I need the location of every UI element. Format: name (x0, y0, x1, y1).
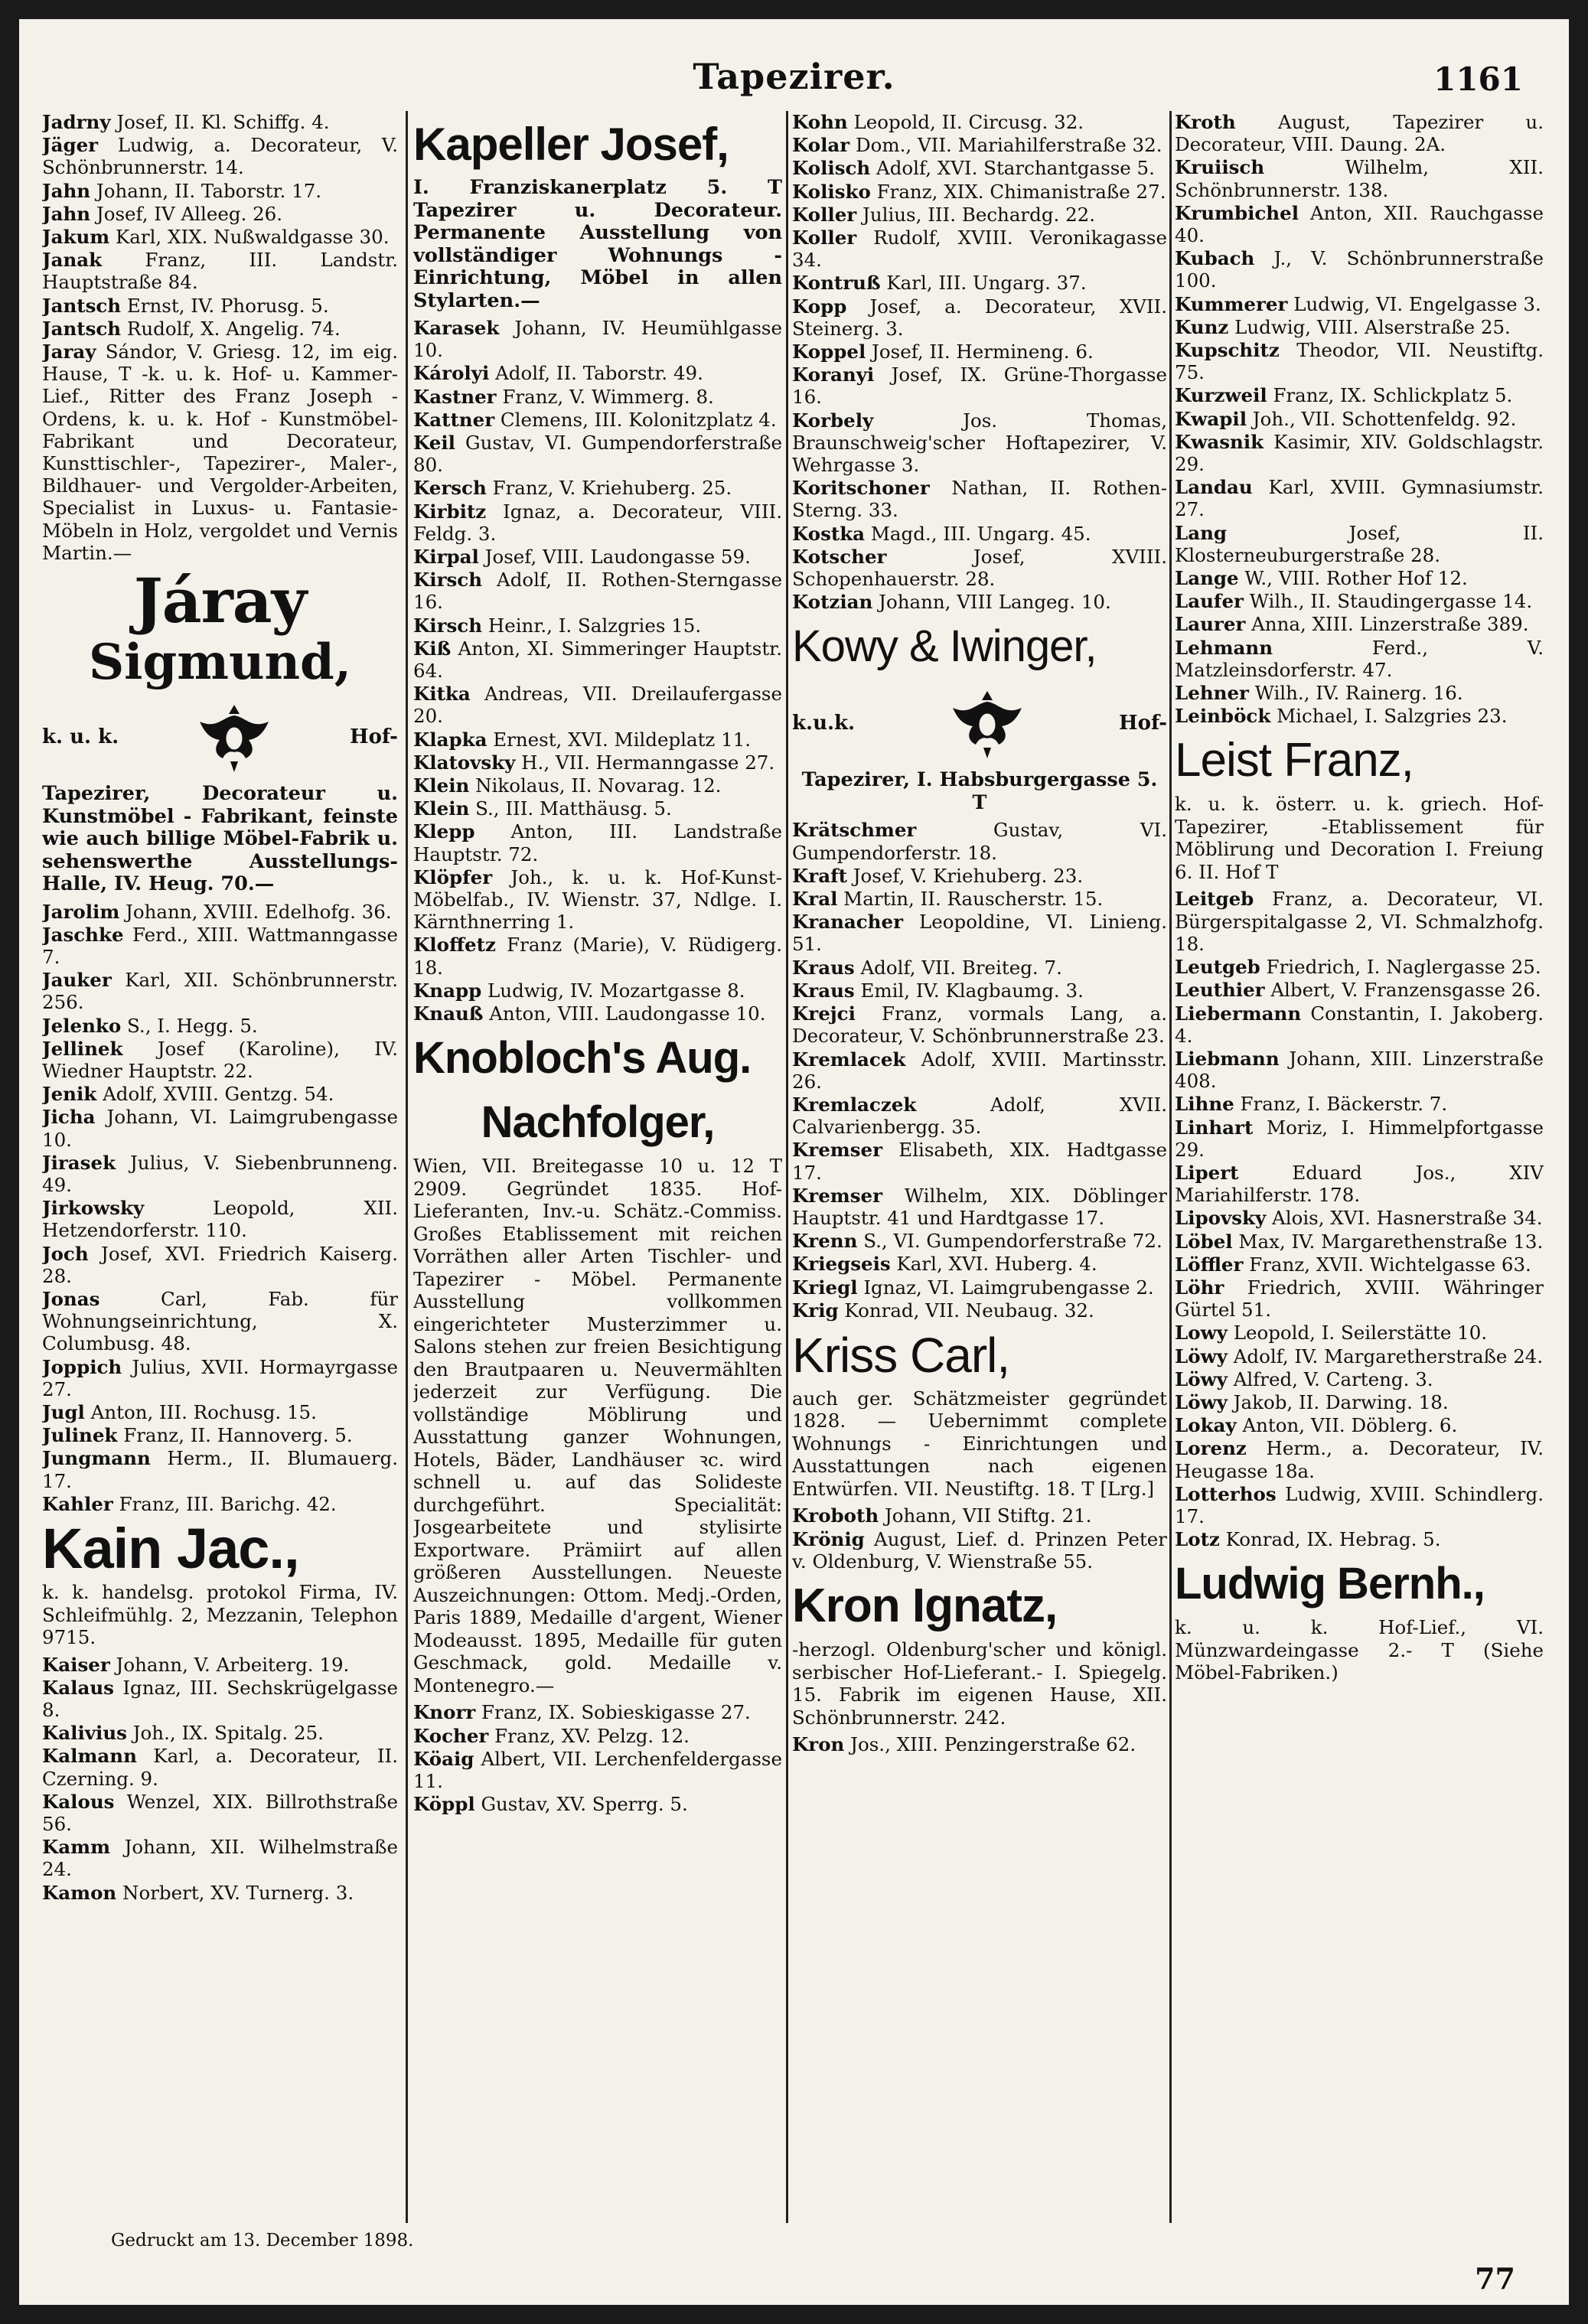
directory-entry: Kirpal Josef, VIII. Laudongasse 59. (413, 546, 751, 569)
directory-entry: Kersch Franz, V. Kriehuberg. 25. (413, 477, 732, 500)
directory-entries (413, 1701, 782, 1815)
directory-entry: Löwy Alfred, V. Carteng. 3. (1175, 1367, 1433, 1390)
advertisement-subname: Nachfolger, (481, 1097, 715, 1148)
page-title: Tapezirer. (693, 56, 895, 97)
directory-entry: Kalivius Joh., IX. Spitalg. 25. (42, 1722, 324, 1745)
directory-entries (792, 111, 1167, 613)
directory-page (19, 19, 1569, 2305)
directory-entry: Kocher Franz, XV. Pelzg. 12. (413, 1724, 690, 1747)
directory-entry: Kahler Franz, III. Barichg. 42. (42, 1492, 337, 1515)
directory-entry: Kostka Magd., III. Ungarg. 45. (792, 522, 1091, 545)
column-1 (42, 111, 398, 2223)
directory-entry: Kloffetz Franz (Marie), V. Rüdigerg. 18. (413, 934, 782, 979)
imperial-eagle-icon (192, 699, 276, 775)
directory-entry: Jarolim Johann, XVIII. Edelhofg. 36. (42, 900, 392, 923)
sheet-number: 77 (1475, 2261, 1515, 2296)
directory-entry: Kitka Andreas, VII. Dreilaufergasse 20. (413, 683, 782, 728)
directory-entry: Laufer Wilh., II. Staudingergasse 14. (1175, 590, 1533, 613)
directory-entry: Kalaus Ignaz, III. Sechskrügelgasse 8. (42, 1676, 398, 1721)
directory-entry: Klöpfer Joh., k. u. k. Hof-Kunst-Möbelfab., IV. Wienstr. 37, Ndlge. I. Kärnthnerring 1. (413, 865, 782, 934)
directory-entry: Kotscher Josef, XVIII. Schopenhauerstr. 28. (792, 545, 1167, 591)
directory-entry: Kranacher Leopoldine, VI. Linieng. 51. (792, 911, 1167, 956)
directory-entry: Löwy Adolf, IV. Margaretherstraße 24. (1175, 1345, 1544, 1367)
directory-entry: Kremser Elisabeth, XIX. Hadtgasse 17. (792, 1139, 1167, 1184)
directory-entry: Kastner Franz, V. Wimmerg. 8. (413, 385, 714, 408)
directory-entry: Kalmann Karl, a. Decorateur, II. Czerning. 9. (42, 1745, 398, 1790)
directory-entry: Kupschitz Theodor, VII. Neustiftg. 75. (1175, 339, 1544, 384)
directory-entry: Löffler Franz, XVII. Wichtelgasse 63. (1175, 1253, 1531, 1276)
directory-entry: Klepp Anton, III. Landstraße Hauptstr. 72. (413, 820, 782, 865)
directory-entry: Jenik Adolf, XVIII. Gentzg. 54. (42, 1083, 334, 1106)
directory-entry: Jirkowsky Leopold, XII. Hetzendorferstr. 110. (42, 1197, 398, 1242)
directory-entry: Klein Nikolaus, II. Novarag. 12. (413, 774, 722, 797)
directory-entries (1175, 888, 1544, 1550)
directory-entry: Krumbichel Anton, XII. Rauchgasse 40. (1175, 201, 1544, 247)
directory-entry: Kruiisch Wilhelm, XII. Schönbrunnerstr. 138. (1175, 156, 1544, 201)
directory-entry: Jakum Karl, XIX. Nußwaldgasse 30. (42, 226, 390, 249)
directory-entry: Koritschoner Nathan, II. Rothen-Sterng. 33. (792, 477, 1167, 522)
directory-entry: Károlyi Adolf, II. Taborstr. 49. (413, 362, 703, 385)
directory-entry: Lorenz Herm., a. Decorateur, IV. Heugasse 18a. (1175, 1437, 1544, 1482)
directory-entry: Kral Martin, II. Rauscherstr. 15. (792, 888, 1104, 911)
imperial-eagle-icon (945, 685, 1029, 761)
advertisement-name: Járay (133, 565, 307, 637)
column-divider (1169, 111, 1172, 2223)
advertisement-body: I. Franziskanerplatz 5. T Tapezirer u. Decorateur. Permanente Ausstellung von vollständiger Wohnungs - Einrichtung, Möbel in allen Stylarten.— (413, 176, 782, 312)
directory-entry: Lang Josef, II. Klosterneuburgerstraße 28. (1175, 521, 1544, 566)
directory-entry: Jaray Sándor, V. Griesg. 12, im eig. Hause, T -k. u. k. Hof- u. Kammer-Lief., Ritter des Franz Joseph - Ordens, k. u. k. Hof - Kunstmöbel-Fabrikant und Decorateur, Kunsttischler-, Tapezirer-, Maler-, Bildhauer- und Vergolder-Arbeiten, Specialist in Luxus- u. Fantasie-Möbeln in Holz, vergoldet und Vernis Martin.— (42, 341, 398, 564)
directory-entry: Lipovsky Alois, XVI. Hasnerstraße 34. (1175, 1207, 1543, 1230)
advertisement-name: Kron Ignatz, (792, 1579, 1058, 1633)
directory-entry: Kirbitz Ignaz, a. Decorateur, VIII. Feldg. 3. (413, 500, 782, 545)
directory-entry: Jahn Josef, IV Alleeg. 26. (42, 202, 283, 225)
directory-entry: Kroth August, Tapezirer u. Decorateur, VIII. Daung. 2A. (1175, 111, 1544, 156)
column-2 (413, 111, 782, 2223)
directory-entries (792, 1733, 1167, 1755)
directory-entries (42, 1654, 398, 1904)
directory-entry: Kriegl Ignaz, VI. Laimgrubengasse 2. (792, 1276, 1154, 1299)
directory-entry: Leuthier Albert, V. Franzensgasse 26. (1175, 979, 1541, 1002)
directory-entry: Kurzweil Franz, IX. Schlickplatz 5. (1175, 384, 1513, 407)
directory-entry: Lotz Konrad, IX. Hebrag. 5. (1175, 1528, 1441, 1551)
directory-entry: Kraus Adolf, VII. Breiteg. 7. (792, 956, 1062, 979)
directory-entry: Kwasnik Kasimir, XIV. Goldschlagstr. 29. (1175, 430, 1544, 476)
directory-entry: Keil Gustav, VI. Gumpendorferstraße 80. (413, 432, 782, 477)
directory-entry: Kontruß Karl, III. Ungarg. 37. (792, 272, 1087, 295)
directory-entry: Kremlaczek Adolf, XVII. Calvarienbergg. 35. (792, 1093, 1167, 1139)
advertisement-name: Ludwig Bernh., (1175, 1559, 1485, 1609)
directory-entry: Kremser Wilhelm, XIX. Döblinger Hauptstr. 41 und Hardtgasse 17. (792, 1184, 1167, 1229)
directory-entry: Kiß Anton, XI. Simmeringer Hauptstr. 64. (413, 637, 782, 683)
directory-entry: Klapka Ernest, XVI. Mildeplatz 11. (413, 728, 752, 751)
directory-entry: Lehner Wilh., IV. Rainerg. 16. (1175, 682, 1463, 705)
directory-entry: Kirsch Adolf, II. Rothen-Sterngasse 16. (413, 569, 782, 614)
directory-entry: Jirasek Julius, V. Siebenbrunneng. 49. (42, 1151, 398, 1196)
directory-entry: Kraus Emil, IV. Klagbaumg. 3. (792, 979, 1084, 1002)
directory-entry: Janak Franz, III. Landstr. Hauptstraße 84. (42, 249, 398, 294)
crest-line (42, 699, 398, 775)
directory-entries (1175, 111, 1544, 727)
directory-entry: Jadrny Josef, II. Kl. Schiffg. 4. (42, 111, 330, 133)
advertisement-body: Tapezirer, I. Habsburgergasse 5. T (801, 768, 1158, 814)
advertisement-subname: Sigmund, (88, 634, 352, 692)
advertisement-body: -herzogl. Oldenburg'scher und königl. serbischer Hof-Lieferant.- I. Spiegelg. 15. Fabrik im eigenen Hause, XII. Schönbrunnerstr. 242. (792, 1638, 1167, 1729)
directory-entry: Laurer Anna, XIII. Linzerstraße 389. (1175, 613, 1529, 636)
directory-entry: Kirsch Heinr., I. Salzgries 15. (413, 614, 702, 637)
directory-entry: Lowy Leopold, I. Seilerstätte 10. (1175, 1322, 1488, 1345)
directory-entry: Kopp Josef, a. Decorateur, XVII. Steinerg. 3. (792, 295, 1167, 340)
directory-entry: Jugl Anton, III. Rochusg. 15. (42, 1401, 317, 1424)
directory-entries (413, 317, 782, 1025)
advertisement-body: k. u. k. österr. u. k. griech. Hof-Tapezirer, -Etablissement für Möblirung und Decoration I. Freiung 6. II. Hof T (1175, 793, 1544, 883)
directory-entry: Jäger Ludwig, a. Decorateur, V. Schönbrunnerstr. 14. (42, 134, 398, 179)
directory-entry: Joppich Julius, XVII. Hormayrgasse 27. (42, 1355, 398, 1400)
directory-entry: Julinek Franz, II. Hannoverg. 5. (42, 1424, 353, 1447)
directory-entry: Jaschke Ferd., XIII. Wattmanngasse 7. (42, 923, 398, 968)
directory-entry: Lehmann Ferd., V. Matzleinsdorferstr. 47. (1175, 636, 1544, 681)
directory-entry: Lihne Franz, I. Bäckerstr. 7. (1175, 1093, 1448, 1116)
advertisement-body: k. u. k. Hof-Lief., VI. Münzwardeingasse 2.- T (Siehe Möbel-Fabriken.) (1175, 1616, 1544, 1684)
column-divider (406, 111, 408, 2223)
print-date: Gedruckt am 13. December 1898. (111, 2231, 414, 2251)
directory-entry: Lange W., VIII. Rother Hof 12. (1175, 567, 1468, 590)
advertisement-body: auch ger. Schätzmeister gegründet 1828. — Uebernimmt complete Wohnungs - Einrichtungen und Ausstattungen nach eigenen Entwürfen. VII. Neustiftg. 18. T [Lrg.] (792, 1387, 1167, 1500)
directory-entry: Kroboth Johann, VII Stiftg. 21. (792, 1504, 1092, 1527)
advertisement-name: Knobloch's Aug. (413, 1033, 752, 1084)
page-number: 1161 (1433, 60, 1523, 98)
directory-entry: Klatovsky H., VII. Hermanngasse 27. (413, 751, 775, 774)
directory-entry: Jicha Johann, VI. Laimgrubengasse 10. (42, 1106, 398, 1151)
directory-entries (792, 1504, 1167, 1573)
directory-entry: Leitgeb Franz, a. Decorateur, VI. Bürgerspitalgasse 2, VI. Schmalzhofg. 18. (1175, 888, 1544, 955)
directory-entry: Kamon Norbert, XV. Turnerg. 3. (42, 1881, 354, 1904)
directory-entry: Koranyi Josef, IX. Grüne-Thorgasse 16. (792, 363, 1167, 409)
directory-entry: Kriegseis Karl, XVI. Huberg. 4. (792, 1253, 1097, 1276)
directory-entry: Kummerer Ludwig, VI. Engelgasse 3. (1175, 292, 1541, 315)
directory-entry: Jonas Carl, Fab. für Wohnungseinrichtung, X. Columbusg. 48. (42, 1288, 398, 1355)
directory-entry: Koller Rudolf, XVIII. Veronikagasse 34. (792, 227, 1167, 272)
advertisement-name: Kapeller Josef, (413, 119, 729, 170)
directory-entry: Jantsch Ernst, IV. Phorusg. 5. (42, 294, 329, 317)
directory-entry: Joch Josef, XVI. Friedrich Kaiserg. 28. (42, 1242, 398, 1287)
advertisement-body: Tapezirer, Decorateur u. Kunstmöbel - Fabrikant, feinste wie auch billige Möbel-Fabrik u. sehenswerthe Ausstellungs-Halle, IV. Heug. 70.— (42, 782, 398, 896)
directory-entry: Kremlacek Adolf, XVIII. Martinsstr. 26. (792, 1048, 1167, 1093)
directory-entry: Lokay Anton, VII. Döblerg. 6. (1175, 1414, 1458, 1437)
directory-entry: Leinböck Michael, I. Salzgries 23. (1175, 705, 1508, 728)
column-4 (1175, 111, 1544, 2223)
directory-entry: Liebermann Constantin, I. Jakoberg. 4. (1175, 1002, 1544, 1047)
directory-entry: Linhart Moriz, I. Himmelpfortgasse 29. (1175, 1116, 1544, 1161)
directory-entry: Krenn S., VI. Gumpendorferstraße 72. (792, 1230, 1162, 1253)
advertisement-name: Leist Franz, (1175, 734, 1414, 787)
crest-label-right: Hof- (350, 725, 398, 749)
directory-entry: Krejci Franz, vormals Lang, a. Decorateur, V. Schönbrunnerstraße 23. (792, 1002, 1167, 1048)
directory-entry: Krätschmer Gustav, VI. Gumpendorferstr. 18. (792, 819, 1167, 864)
directory-entry: Knapp Ludwig, IV. Mozartgasse 8. (413, 979, 745, 1002)
directory-entry: Knorr Franz, IX. Sobieskigasse 27. (413, 1701, 751, 1724)
advertisement-name: Kriss Carl, (792, 1327, 1010, 1383)
directory-entry: Kolisch Adolf, XVI. Starchantgasse 5. (792, 157, 1155, 180)
directory-entry: Köppl Gustav, XV. Sperrg. 5. (413, 1793, 688, 1816)
directory-entry: Jelenko S., I. Hegg. 5. (42, 1014, 258, 1037)
directory-entry: Löbel Max, IV. Margarethenstraße 13. (1175, 1230, 1544, 1253)
directory-entry: Löwy Jakob, II. Darwing. 18. (1175, 1390, 1449, 1413)
directory-entry: Löhr Friedrich, XVIII. Währinger Gürtel 51. (1175, 1276, 1544, 1322)
directory-entry: Kwapil Joh., VII. Schottenfeldg. 92. (1175, 407, 1517, 430)
directory-entry: Leutgeb Friedrich, I. Naglergasse 25. (1175, 956, 1541, 979)
directory-entry: Kalous Wenzel, XIX. Billrothstraße 56. (42, 1790, 398, 1835)
directory-entry: Kohn Leopold, II. Circusg. 32. (792, 111, 1084, 133)
directory-entry: Kolisko Franz, XIX. Chimanistraße 27. (792, 180, 1166, 203)
directory-entry: Jungmann Herm., II. Blumauerg. 17. (42, 1447, 398, 1492)
directory-entry: Kotzian Johann, VIII Langeg. 10. (792, 591, 1111, 614)
directory-entry: Kolar Dom., VII. Mariahilferstraße 32. (792, 134, 1162, 157)
crest-label-right: Hof- (1119, 712, 1167, 735)
directory-entry: Krönig August, Lief. d. Prinzen Peter v. Oldenburg, V. Wienstraße 55. (792, 1527, 1167, 1573)
advertisement-name: Kain Jac., (42, 1517, 299, 1581)
directory-entry: Kunz Ludwig, VIII. Alserstraße 25. (1175, 315, 1511, 338)
crest-label-left: k. u. k. (42, 725, 119, 749)
directory-entry: Landau Karl, XVIII. Gymnasiumstr. 27. (1175, 476, 1544, 521)
directory-entry: Kraft Josef, V. Kriehuberg. 23. (792, 864, 1084, 887)
directory-entry: Liebmann Johann, XIII. Linzerstraße 408. (1175, 1047, 1544, 1093)
advertisement-body: k. k. handelsg. protokol Firma, IV. Schleifmühlg. 2, Mezzanin, Telephon 9715. (42, 1581, 398, 1649)
directory-entry: Kubach J., V. Schönbrunnerstraße 100. (1175, 247, 1544, 292)
directory-entry: Lotterhos Ludwig, XVIII. Schindlerg. 17. (1175, 1482, 1544, 1527)
crest-line (792, 685, 1167, 761)
column-3 (792, 111, 1167, 2223)
directory-entry: Karasek Johann, IV. Heumühlgasse 10. (413, 317, 782, 362)
column-divider (786, 111, 788, 2223)
directory-entry: Koller Julius, III. Bechardg. 22. (792, 203, 1096, 226)
crest-label-left: k.u.k. (792, 712, 856, 735)
directory-entry: Jellinek Josef (Karoline), IV. Wiedner Hauptstr. 22. (42, 1037, 398, 1082)
advertisement-body: Wien, VII. Breitegasse 10 u. 12 T 2909. Gegründet 1835. Hof-Lieferanten, Inv.-u. Schätz.-Commiss. Großes Etablissement mit reichen Vorräthen aller Arten Tischler- und Tapezirer - Möbel. Permanente Ausstellung vollkommen eingerichteter Musterzimmer u. Salons stehen zur freien Besichtigung den Brautpaaren u. Neuvermählten jederzeit zur Verfügung. Die vollständige Möblirung und Ausstattung ganzer Wohnungen, Hotels, Bäder, Landhäuser ꝛc. wird schnell u. auf das Solideste durchgeführt. Specialität: Josgearbeitete und stylisirte Exportware. Prämiirt auf allen größeren Ausstellungen. Neueste Auszeichnungen: Ottom. Medj.-Orden, Paris 1889, Medaille d'argent, Wiener Modeausst. 1895, Medaille für guten Geschmack, gold. Medaille v. Montenegro.— (413, 1155, 782, 1697)
directory-entry: Kattner Clemens, III. Kolonitzplatz 4. (413, 408, 777, 431)
directory-entry: Klein S., III. Matthäusg. 5. (413, 797, 672, 820)
directory-entry: Jantsch Rudolf, X. Angelig. 74. (42, 317, 341, 340)
directory-entry: Knauß Anton, VIII. Laudongasse 10. (413, 1002, 766, 1025)
directory-entry: Kaiser Johann, V. Arbeiterg. 19. (42, 1653, 350, 1676)
directory-entry: Köaig Albert, VII. Lerchenfeldergasse 11. (413, 1747, 782, 1792)
directory-entry: Jauker Karl, XII. Schönbrunnerstr. 256. (42, 969, 398, 1014)
directory-entry: Krig Konrad, VII. Neubaug. 32. (792, 1299, 1094, 1322)
advertisement-name: Kowy & Iwinger, (792, 621, 1097, 672)
page-header (19, 56, 1569, 102)
directory-entry: Jahn Johann, II. Taborstr. 17. (42, 179, 322, 202)
directory-entries (42, 901, 398, 1515)
directory-entry: Lipert Eduard Jos., XIV Mariahilferstr. 178. (1175, 1161, 1544, 1207)
directory-entry: Kron Jos., XIII. Penzingerstraße 62. (792, 1733, 1136, 1756)
directory-entry: Kamm Johann, XII. Wilhelmstraße 24. (42, 1836, 398, 1881)
directory-entries (792, 819, 1167, 1321)
directory-entry: Koppel Josef, II. Hermineng. 6. (792, 341, 1094, 363)
directory-entry: Korbely Jos. Thomas, Braunschweig'scher Hoftapezirer, V. Wehrgasse 3. (792, 409, 1167, 477)
directory-entries (42, 111, 398, 564)
